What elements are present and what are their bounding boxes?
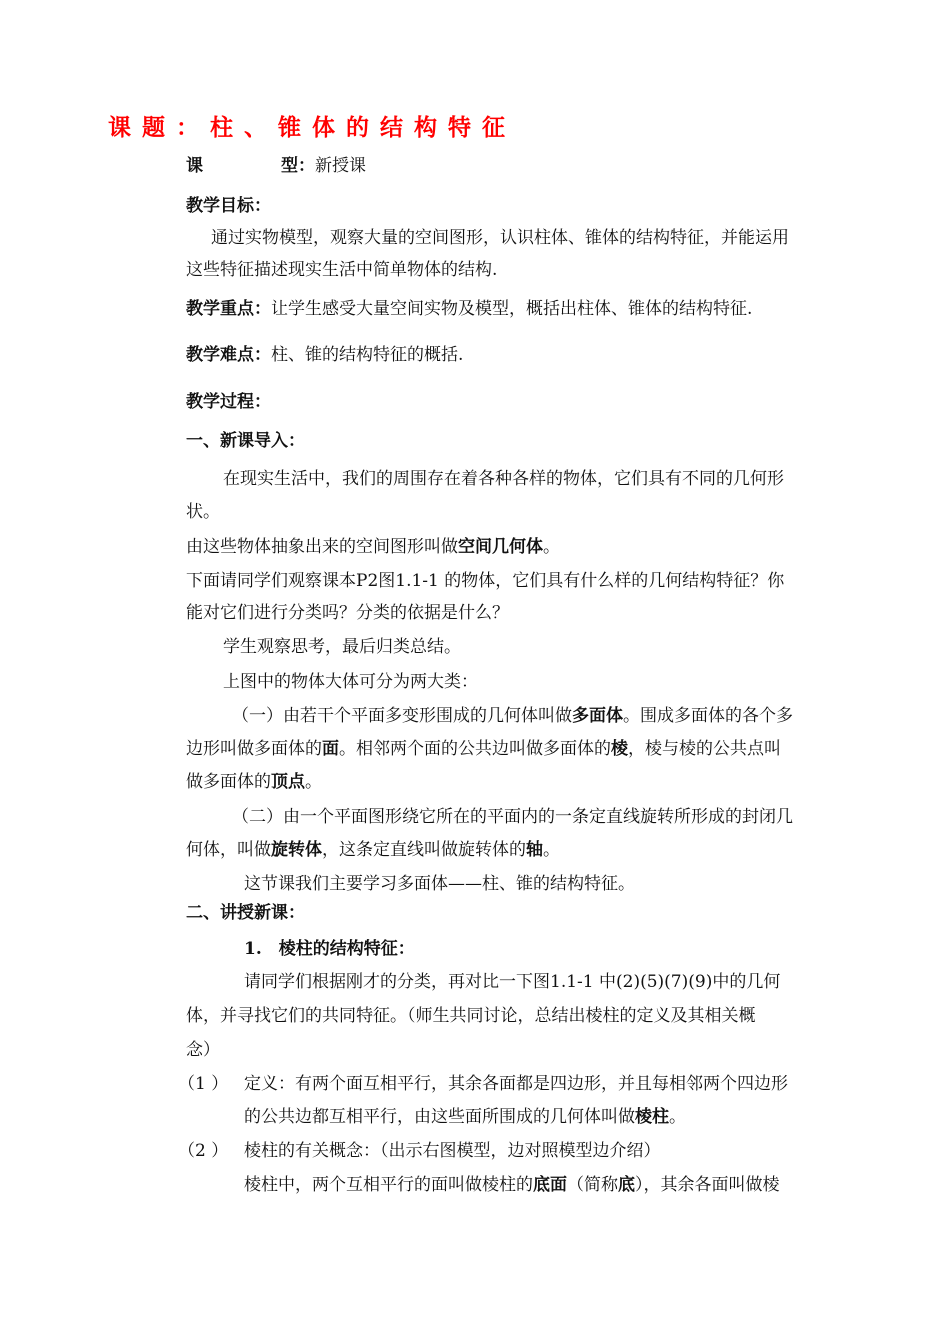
difficulty-label: 教学难点： [186, 345, 271, 365]
s1-paragraph-1-line-1: 在现实生活中，我们的周围存在着各种各样的物体，它们具有不同的几何形 [223, 469, 784, 489]
lesson-type-value: 新授课 [315, 156, 366, 176]
s1-p7-l2-e: 。 [543, 840, 560, 860]
s1-paragraph-8: 这节课我们主要学习多面体——柱、锥的结构特征。 [244, 874, 635, 894]
s1-p7-l2-c: ，这条定直线叫做旋转体的 [322, 840, 526, 860]
s2-def-1-number: （1 ） [178, 1074, 229, 1094]
s1-p6-term-vertex: 顶点 [271, 772, 305, 792]
s2-d1-l2-a: 的公共边都互相平行，由这些面所围成的几何体叫做 [244, 1107, 635, 1127]
s1-p7-l2-a: 何体，叫做 [186, 840, 271, 860]
section-2-heading: 二、讲授新课： [186, 903, 305, 923]
difficulty-row [186, 343, 463, 367]
s2-p1-line-3: 念） [186, 1040, 220, 1060]
section-1-heading: 一、新课导入： [186, 431, 305, 451]
s2-def-1-line-2 [244, 1105, 686, 1129]
s1-p7-term-solid-of-revolution: 旋转体 [271, 840, 322, 860]
s1-p2-term: 空间几何体 [458, 537, 543, 557]
s1-p6-l2-c: 。相邻两个面的公共边叫做多面体的 [339, 739, 611, 759]
key-point-text: 让学生感受大量空间实物及模型，概括出柱体、锥体的结构特征. [271, 299, 753, 319]
s1-p6-l3-a: 做多面体的 [186, 772, 271, 792]
s1-p6-term-face: 面 [322, 739, 339, 759]
s2-d2-l2-a: 棱柱中，两个互相平行的面叫做棱柱的 [244, 1175, 533, 1195]
lesson-type-label-b: 型： [281, 156, 315, 176]
s2-p1-line-1: 请同学们根据刚才的分类，再对比一下图1.1-1 中(2)(5)(7)(9)中的几何 [244, 972, 781, 992]
objectives-line-2: 这些特征描述现实生活中简单物体的结构. [186, 260, 498, 280]
process-label: 教学过程： [186, 392, 271, 412]
s1-paragraph-5: 上图中的物体大体可分为两大类： [223, 672, 478, 692]
s1-p7-line-2 [186, 838, 560, 862]
s1-p6-line-2 [186, 737, 781, 761]
key-point-label: 教学重点： [186, 299, 271, 319]
s1-p6-l2-a: 边形叫做多面体的 [186, 739, 322, 759]
s2-def-2-line-2 [244, 1173, 780, 1197]
s1-p6-l3-c: 。 [305, 772, 322, 792]
lesson-type-label-a: 课 [186, 156, 203, 176]
s1-paragraph-2 [186, 535, 560, 559]
s1-p6-line-1 [232, 704, 793, 728]
s2-p1-line-2: 体，并寻找它们的共同特征。（师生共同讨论，总结出棱柱的定义及其相关概 [186, 1006, 756, 1026]
s2-d2-term-base-face: 底面 [533, 1175, 567, 1195]
s1-p6-term-polyhedron: 多面体 [572, 706, 623, 726]
key-point-row [186, 297, 752, 321]
s2-def-2-line-1: 棱柱的有关概念：（出示右图模型，边对照模型边介绍） [244, 1141, 661, 1161]
s1-p6-term-edge: 棱 [611, 739, 628, 759]
s2-d1-term-prism: 棱柱 [635, 1107, 669, 1127]
s1-p7-term-axis: 轴 [526, 840, 543, 860]
s1-paragraph-3-line-2: 能对它们进行分类吗？分类的依据是什么？ [186, 603, 509, 623]
objectives-line-1: 通过实物模型，观察大量的空间图形，认识柱体、锥体的结构特征，并能运用 [211, 228, 789, 248]
s2-d1-l2-c: 。 [669, 1107, 686, 1127]
s2-d2-l2-c: （简称 [567, 1175, 618, 1195]
s1-p6-l1-a: （一）由若干个平面多变形围成的几何体叫做 [232, 706, 572, 726]
s2-d2-l2-e: ），其余各面叫做棱 [635, 1175, 780, 1195]
s1-p6-l1-c: 。围成多面体的各个多 [623, 706, 793, 726]
s2-def-1-line-1: 定义：有两个面互相平行，其余各面都是四边形，并且每相邻两个四边形 [244, 1074, 788, 1094]
s2-subheading-prism: 1. 棱柱的结构特征： [244, 939, 415, 959]
difficulty-text: 柱、锥的结构特征的概括. [271, 345, 464, 365]
s1-p2-text-a: 由这些物体抽象出来的空间图形叫做 [186, 537, 458, 557]
s1-p7-line-1: （二）由一个平面图形绕它所在的平面内的一条定直线旋转所形成的封闭几 [232, 807, 793, 827]
s2-def-2-number: （2 ） [178, 1141, 229, 1161]
lesson-type-row [186, 154, 366, 178]
s1-paragraph-4: 学生观察思考，最后归类总结。 [223, 637, 461, 657]
s1-paragraph-1-line-2: 状。 [186, 502, 220, 522]
s2-d2-term-base: 底 [618, 1175, 635, 1195]
s1-p6-l2-e: ，棱与棱的公共点叫 [628, 739, 781, 759]
s1-p6-line-3 [186, 770, 322, 794]
objectives-label: 教学目标： [186, 196, 271, 216]
page-title: 课题：柱、锥体的结构特征 [108, 114, 516, 141]
s1-p2-text-c: 。 [543, 537, 560, 557]
s1-paragraph-3-line-1: 下面请同学们观察课本P2图1.1-1 的物体，它们具有什么样的几何结构特征？你 [186, 571, 785, 591]
